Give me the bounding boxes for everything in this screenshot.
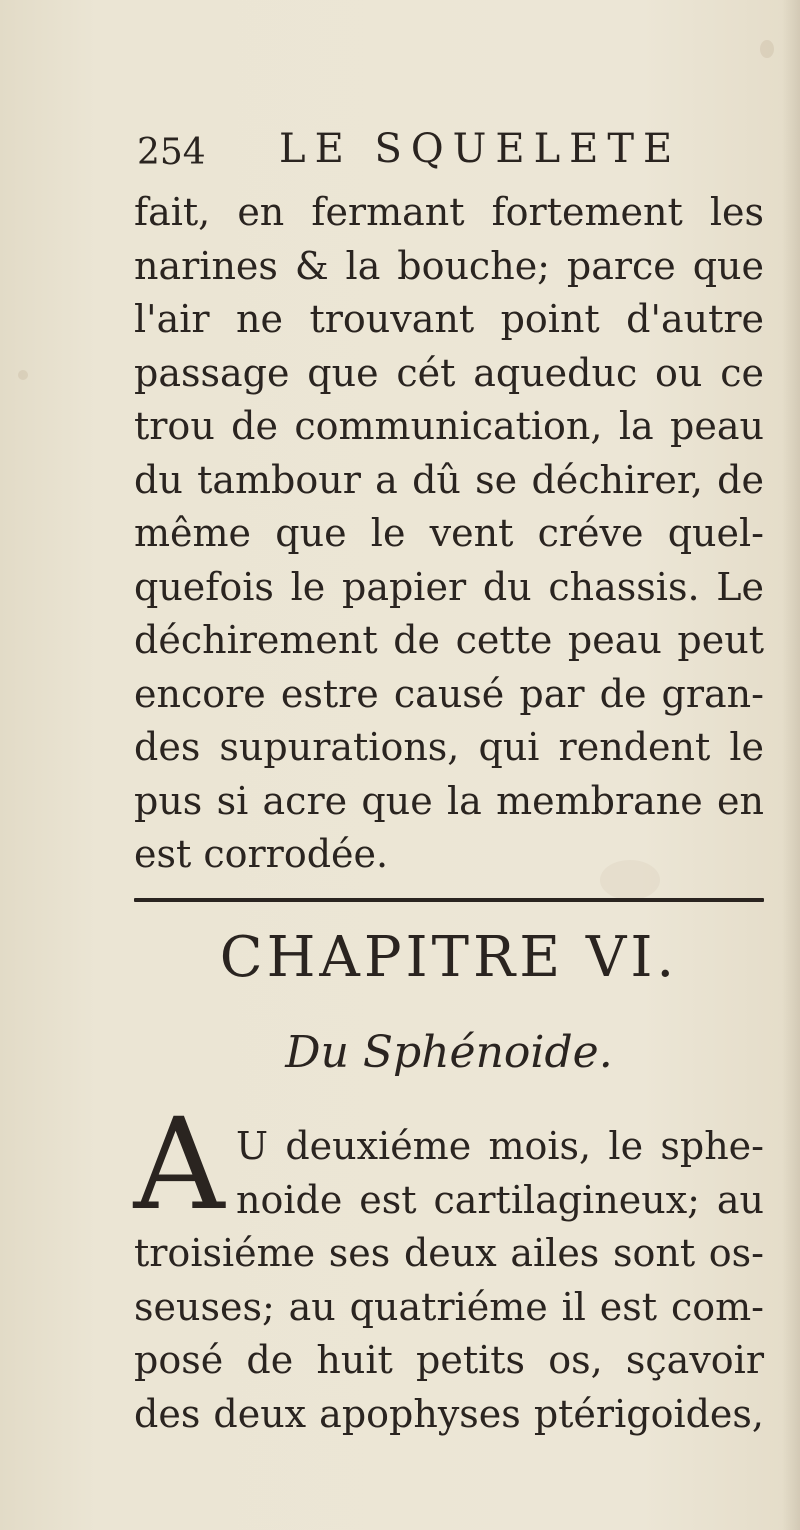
running-head	[137, 126, 757, 186]
text-line: trou de communication, la peau	[134, 404, 764, 448]
chapter-divider-rule	[134, 898, 764, 902]
text-line: U deuxiéme mois, le sphe-	[236, 1124, 764, 1168]
text-line: l'air ne trouvant point d'autre	[134, 297, 764, 341]
text-line: du tambour a dû se déchirer, de	[134, 457, 764, 502]
text-line: seuses; au quatriéme il est com-	[134, 1284, 764, 1329]
paragraph-2-opening	[236, 1120, 764, 1227]
text-line: déchirement de cette peau peut	[134, 618, 764, 662]
text-line: même que le vent créve quel-	[134, 511, 764, 555]
paragraph-2	[134, 1227, 764, 1441]
text-line: quefois le papier du chassis. Le	[134, 564, 764, 609]
text-line: des deux apophyses ptérigoides,	[134, 1391, 764, 1436]
text-line: passage que cét aqueduc ou ce	[134, 350, 764, 395]
chapter-title: CHAPITRE VI.	[219, 925, 679, 990]
chapter-subtitle: Du Sphénoide.	[285, 1027, 613, 1078]
text-line: troisiéme ses deux ailes sont os-	[134, 1231, 764, 1275]
text-line: noide est cartilagineux; au	[236, 1177, 764, 1222]
text-line: est corrodée.	[134, 832, 389, 876]
page-number: 254	[137, 132, 206, 173]
text-line: pus si acre que la membrane en	[134, 778, 764, 823]
text-line: posé de huit petits os, sçavoir	[134, 1338, 764, 1382]
running-head-title: LE SQUELETE	[279, 126, 682, 172]
text-line: fait, en fermant fortement les	[134, 190, 764, 234]
text-line: encore estre causé par de gran-	[134, 671, 764, 716]
text-line: narines & la bouche; parce que	[134, 243, 764, 288]
drop-cap-letter: A	[133, 1091, 225, 1238]
paragraph-1	[134, 186, 764, 882]
paper-stain	[18, 370, 28, 380]
paper-stain	[760, 40, 774, 58]
text-line: des supurations, qui rendent le	[134, 725, 764, 769]
